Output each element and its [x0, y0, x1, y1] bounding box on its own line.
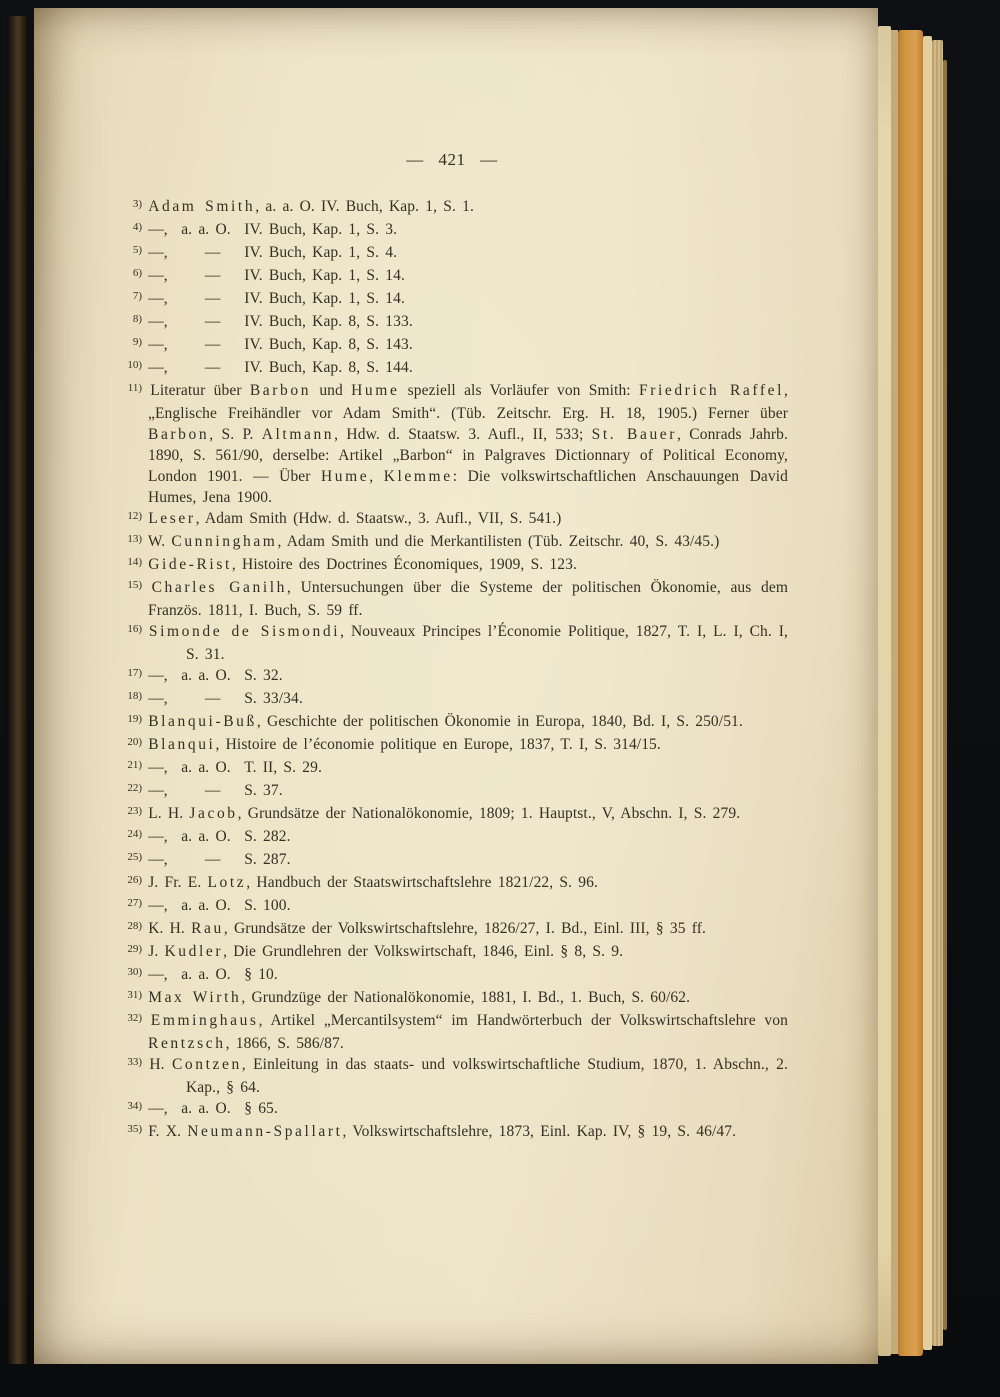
- footnote-text: speziell als Vorläufer von Smith:: [399, 382, 639, 399]
- footnote-text: , Histoire de l’économie politique en Europe, 1837, T. I, S. 314/15.: [215, 736, 661, 753]
- footnote-marker: 14): [127, 556, 142, 568]
- footnote-text: W.: [147, 533, 172, 550]
- cited-author-name: Blanqui: [148, 736, 216, 753]
- footnote-text: IV. Buch, Kap. 8, S. 143.: [244, 336, 413, 353]
- footnote-text: , Die Grundlehren der Volkswirtschaft, 1846, Einl. § 8, S. 9.: [223, 943, 624, 960]
- footnote-text: —,: [148, 267, 168, 284]
- footnote-marker: 18): [127, 690, 142, 702]
- footnote-10: [116, 357, 788, 380]
- footnote-text: S. 282.: [244, 828, 291, 845]
- footnote-marker: 7): [132, 290, 142, 302]
- footnote-text: —,: [148, 897, 168, 914]
- footnote-text: , Grundzüge der Nationalökonomie, 1881, I. Bd., 1. Buch, S. 60/62.: [241, 989, 691, 1006]
- cited-author-name: Hume: [351, 382, 400, 399]
- footnote-13: [116, 531, 788, 554]
- footnote-marker: 20): [127, 736, 142, 748]
- cited-author-name: Emminghaus: [150, 1012, 259, 1029]
- footnote-text: a. a. O.: [181, 1100, 231, 1117]
- footnote-text: , Volkswirtschaftslehre, 1873, Einl. Kap. IV, § 19, S. 46/47.: [342, 1123, 737, 1140]
- footnote-text: , a. a. O. IV. Buch, Kap. 1, S. 1.: [255, 198, 474, 215]
- page-content: [116, 150, 788, 1144]
- footnote-text: J.: [148, 943, 165, 960]
- footnote-22: [116, 780, 788, 803]
- footnote-text: IV. Buch, Kap. 8, S. 144.: [244, 359, 413, 376]
- book-spine-edge: [7, 16, 27, 1364]
- footnote-text: —,: [148, 336, 168, 353]
- cited-author-name: Gide-Rist: [148, 556, 232, 573]
- footnote-34: [116, 1098, 788, 1121]
- footnote-33: [116, 1054, 788, 1098]
- footnote-text: a. a. O.: [181, 667, 231, 684]
- footnote-marker: 29): [127, 943, 142, 955]
- cited-author-name: Rau: [191, 920, 224, 937]
- footnote-text: —,: [148, 244, 168, 261]
- cited-author-name: Barbon: [148, 426, 210, 443]
- footnote-text: —,: [148, 759, 168, 776]
- footnote-marker: 31): [127, 989, 142, 1001]
- footnote-text: IV. Buch, Kap. 1, S. 14.: [244, 267, 405, 284]
- footnote-text: H.: [149, 1056, 172, 1073]
- footnote-23: [116, 803, 788, 826]
- cited-author-name: Hume: [321, 468, 370, 485]
- footnote-text: , Einleitung in das staats- und volkswirtschaftliche Studium, 1870, 1. Abschn., 2. Kap., § 64.: [186, 1056, 788, 1096]
- footnote-marker: 12): [127, 510, 142, 522]
- footnote-text: F. X.: [148, 1123, 188, 1140]
- fore-edge-page-stack-4: [932, 40, 943, 1346]
- footnote-16: [116, 621, 788, 665]
- footnote-30: [116, 964, 788, 987]
- footnote-32: [116, 1010, 788, 1054]
- cited-author-name: Blanqui-Buß: [148, 713, 257, 730]
- footnote-31: [116, 987, 788, 1010]
- footnote-marker: 26): [127, 874, 142, 886]
- cited-author-name: Cunningham: [171, 533, 278, 550]
- footnote-24: [116, 826, 788, 849]
- footnote-text: , Adam Smith und die Merkantilisten (Tüb. Zeitschr. 40, S. 43/45.): [277, 533, 720, 550]
- cited-author-name: Friedrich Raffel: [638, 382, 784, 399]
- footnote-19: [116, 711, 788, 734]
- footnote-marker: 27): [127, 897, 142, 909]
- footnote-marker: 34): [127, 1100, 142, 1112]
- footnote-marker: 10): [127, 359, 142, 371]
- footnote-text: : Die volkswirtschaftlichen Anschauungen David Humes, Jena 1900.: [148, 468, 788, 506]
- cited-author-name: Contzen: [171, 1056, 242, 1073]
- footnote-text: —: [204, 244, 221, 261]
- footnote-text: —: [204, 290, 221, 307]
- footnote-text: S. 37.: [244, 782, 283, 799]
- footnote-text: , Geschichte der politischen Ökonomie in Europa, 1840, Bd. I, S. 250/51.: [256, 713, 743, 730]
- footnote-marker: 8): [132, 313, 142, 325]
- cited-author-name: Adam Smith: [148, 198, 256, 215]
- footnote-marker: 24): [127, 828, 142, 840]
- footnote-marker: 17): [127, 667, 142, 679]
- footnote-text: , Nouveaux Principes l’Économie Politique, 1827, T. I, L. I, Ch. I, S. 31.: [186, 623, 788, 663]
- footnote-text: K. H.: [148, 920, 192, 937]
- footnote-marker: 22): [127, 782, 142, 794]
- footnote-text: , Untersuchungen über die Systeme der politischen Ökonomie, aus dem Französ. 1811, I. Buch, S. 59 ff.: [148, 579, 788, 619]
- footnote-marker: 11): [127, 382, 142, 394]
- footnote-text: § 65.: [244, 1100, 278, 1117]
- footnote-text: ,: [369, 468, 384, 485]
- fore-edge-page-stack-3: [923, 36, 932, 1350]
- footnote-text: IV. Buch, Kap. 1, S. 4.: [244, 244, 398, 261]
- footnote-marker: 25): [127, 851, 142, 863]
- footnote-marker: 21): [127, 759, 142, 771]
- footnote-9: [116, 334, 788, 357]
- footnote-marker: 28): [127, 920, 142, 932]
- footnote-8: [116, 311, 788, 334]
- cited-author-name: Klemme: [383, 468, 453, 485]
- footnote-text: , 1866, S. 586/87.: [225, 1035, 344, 1052]
- footnote-text: L. H.: [148, 805, 190, 822]
- fore-edge-page-stack-5: [943, 60, 947, 1330]
- footnote-6: [116, 265, 788, 288]
- footnote-marker: 6): [132, 267, 142, 279]
- footnote-text: , Grundsätze der Volkswirtschaftslehre, 1826/27, I. Bd., Einl. III, § 35 ff.: [223, 920, 706, 937]
- footnote-text: , Hdw. d. Staatsw. 3. Aufl., II, 533;: [334, 426, 592, 443]
- footnote-text: —: [204, 851, 221, 868]
- footnote-text: —,: [148, 221, 168, 238]
- footnote-text: —,: [148, 851, 168, 868]
- footnote-text: S. 33/34.: [244, 690, 303, 707]
- footnote-15: [116, 577, 788, 621]
- footnote-text: —: [204, 313, 221, 330]
- cited-author-name: Barbon: [249, 382, 312, 399]
- footnote-text: a. a. O.: [181, 759, 231, 776]
- footnote-25: [116, 849, 788, 872]
- cited-author-name: Leser: [148, 510, 196, 527]
- footnote-text: IV. Buch, Kap. 1, S. 3.: [244, 221, 398, 238]
- footnote-28: [116, 918, 788, 941]
- footnote-marker: 19): [127, 713, 142, 725]
- footnote-marker: 23): [127, 805, 142, 817]
- footnote-18: [116, 688, 788, 711]
- footnote-text: a. a. O.: [181, 828, 231, 845]
- footnote-marker: 33): [127, 1056, 142, 1068]
- footnote-text: —: [204, 690, 221, 707]
- footnote-5: [116, 242, 788, 265]
- fore-edge-page-stack-1: [878, 26, 891, 1356]
- footnote-text: —,: [148, 828, 168, 845]
- footnote-marker: 13): [127, 533, 142, 545]
- footnote-text: , Artikel „Mercantilsystem“ im Handwörterbuch der Volkswirtschaftslehre von: [258, 1012, 788, 1029]
- footnote-marker: 16): [127, 623, 142, 635]
- footnote-17: [116, 665, 788, 688]
- cited-author-name: Lotz: [207, 874, 247, 891]
- footnote-text: a. a. O.: [181, 966, 231, 983]
- cited-author-name: Jacob: [189, 805, 238, 822]
- footnote-text: , Adam Smith (Hdw. d. Staatsw., 3. Aufl., VII, S. 541.): [195, 510, 562, 527]
- footnote-text: —,: [148, 313, 168, 330]
- cited-author-name: Kudler: [164, 943, 224, 960]
- footnote-text: Literatur über: [150, 382, 250, 399]
- footnote-29: [116, 941, 788, 964]
- footnote-marker: 3): [132, 198, 142, 210]
- footnote-text: J. Fr. E.: [148, 874, 208, 891]
- cited-author-name: Neumann-Spallart: [187, 1123, 343, 1140]
- footnote-marker: 35): [127, 1123, 142, 1135]
- cited-author-name: St. Bauer: [591, 426, 678, 443]
- cited-author-name: Simonde de Sismondi: [148, 623, 341, 640]
- footnote-26: [116, 872, 788, 895]
- footnote-text: —: [204, 359, 221, 376]
- cited-author-name: Altmann: [261, 426, 335, 443]
- fore-edge-orange-insert: [898, 30, 923, 1356]
- footnote-4: [116, 219, 788, 242]
- footnote-21: [116, 757, 788, 780]
- footnote-text: —: [204, 782, 221, 799]
- footnote-text: a. a. O.: [181, 897, 231, 914]
- footnote-text: IV. Buch, Kap. 8, S. 133.: [244, 313, 413, 330]
- book-page: [34, 8, 878, 1364]
- footnote-text: S. 287.: [244, 851, 291, 868]
- cited-author-name: Max Wirth: [148, 989, 242, 1006]
- footnote-marker: 5): [132, 244, 142, 256]
- footnote-marker: 15): [127, 579, 142, 591]
- footnote-marker: 30): [127, 966, 142, 978]
- footnote-text: —,: [148, 782, 168, 799]
- footnote-20: [116, 734, 788, 757]
- footnote-27: [116, 895, 788, 918]
- footnote-text: —,: [148, 966, 168, 983]
- footnote-marker: 32): [127, 1012, 142, 1024]
- footnote-text: —,: [148, 290, 168, 307]
- footnote-7: [116, 288, 788, 311]
- footnote-12: [116, 508, 788, 531]
- footnote-text: , Grundsätze der Nationalökonomie, 1809; 1. Hauptst., V, Abschn. I, S. 279.: [237, 805, 741, 822]
- cited-author-name: Rentzsch: [148, 1035, 226, 1052]
- footnote-text: IV. Buch, Kap. 1, S. 14.: [244, 290, 405, 307]
- footnote-text: —: [204, 336, 221, 353]
- fore-edge-page-stack-2: [891, 30, 898, 1354]
- footnote-text: , „Englische Freihändler vor Adam Smith“. (Tüb. Zeitschr. Erg. H. 18, 1905.) Ferner über: [148, 382, 788, 422]
- footnotes-section: [116, 196, 788, 1144]
- footnote-text: a. a. O.: [181, 221, 231, 238]
- footnote-text: und: [311, 382, 352, 399]
- footnote-text: , Histoire des Doctrines Économiques, 1909, S. 123.: [231, 556, 577, 573]
- footnote-text: § 10.: [244, 966, 278, 983]
- footnote-3: [116, 196, 788, 219]
- cited-author-name: Charles Ganilh: [151, 579, 288, 596]
- footnote-text: —,: [148, 667, 168, 684]
- footnote-text: S. 32.: [244, 667, 283, 684]
- footnote-35: [116, 1121, 788, 1144]
- footnote-text: T. II, S. 29.: [244, 759, 322, 776]
- footnote-text: —,: [148, 359, 168, 376]
- footnote-text: S. 100.: [244, 897, 291, 914]
- footnote-marker: 9): [132, 336, 142, 348]
- footnote-text: —: [204, 267, 221, 284]
- page-number: — 421 —: [406, 150, 498, 169]
- footnote-text: —,: [148, 1100, 168, 1117]
- footnote-11: [116, 380, 788, 508]
- footnote-text: —,: [148, 690, 168, 707]
- footnote-marker: 4): [132, 221, 142, 233]
- footnote-text: , S. P.: [209, 426, 262, 443]
- footnote-text: , Handbuch der Staatswirtschaftslehre 1821/22, S. 96.: [246, 874, 598, 891]
- footnote-text: , Conrads Jahrb. 1890, S. 561/90, derselbe: Artikel „Barbon“ in Palgraves Dictionnary of Political Economy, London 1901. — Über: [148, 426, 788, 485]
- footnote-14: [116, 554, 788, 577]
